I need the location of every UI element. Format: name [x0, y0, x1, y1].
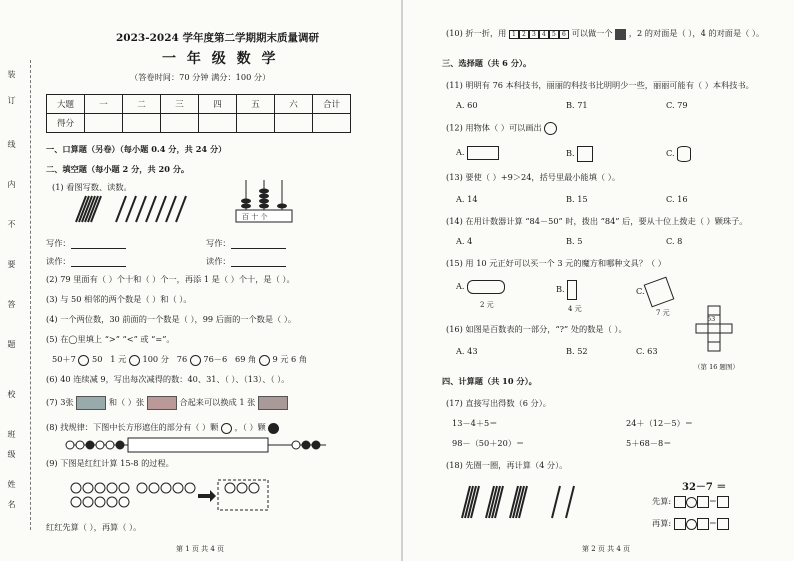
- first-step-row: 先算: ＝: [652, 496, 729, 508]
- binding-line: [30, 60, 31, 530]
- read-label: 读作：: [206, 256, 286, 267]
- write-label: 写作：: [46, 238, 126, 249]
- subject-title: 一 年 级 数 学: [162, 51, 279, 67]
- compare-circle[interactable]: [259, 355, 270, 366]
- sticks-bundle-icon: [462, 484, 642, 520]
- margin-char: 订: [7, 96, 16, 104]
- score-header: 三: [161, 95, 199, 114]
- pen-icon: [567, 280, 577, 300]
- compare-circle[interactable]: [78, 355, 89, 366]
- banknote-icon: [258, 396, 288, 410]
- score-header: 合计: [313, 95, 351, 114]
- price: 2 元: [480, 301, 494, 309]
- section-1-heading: 一、口算题（另卷）（每小题 0.4 分，共 24 分）: [46, 144, 227, 154]
- answer-box[interactable]: [697, 518, 709, 530]
- write-label: 写作：: [206, 238, 286, 249]
- banknote-icon: [76, 396, 106, 410]
- margin-char: 线: [7, 140, 16, 148]
- question-10: (10) 折一折，用 1 2 3 4 5 6 可以做一个 ，2 的对面是（ ），4 的对面是（ ）。: [446, 28, 765, 38]
- margin-char: 装: [7, 70, 16, 78]
- cube-icon: [615, 29, 626, 40]
- answer-box[interactable]: [674, 518, 686, 530]
- page-footer-right: 第 2 页 共 4 页: [582, 545, 631, 553]
- cube-outline-icon: [577, 146, 593, 162]
- cube-net-icon: 1 2 3 4 5 6: [509, 30, 569, 39]
- score-header: 六: [275, 95, 313, 114]
- price: 4 元: [568, 305, 582, 313]
- calc-expression: 32－7 ＝: [682, 482, 727, 493]
- question-14: (14) 在用计数器计算 “84－50” 时，拨出 “84” 后，要从十位上拨走（ ）颗珠子。: [446, 216, 748, 226]
- question-11: (11) 明明有 76 本科技书，丽丽的科技书比明明少一些，丽丽可能有（ ）本科技书。: [446, 80, 754, 90]
- option[interactable]: C.: [636, 280, 671, 304]
- banknote-icon: [147, 396, 177, 410]
- white-bead-icon: [221, 423, 232, 434]
- question-15: (15) 用 10 元正好可以买一个 3 元的魔方和哪种文具？（ ）: [446, 258, 666, 268]
- abacus-labels: 百 十 个: [242, 213, 268, 221]
- counting-circles: [70, 480, 270, 516]
- calc-item[interactable]: 24＋（12－5）＝: [626, 418, 693, 428]
- page-footer-left: 第 1 页 共 4 页: [176, 545, 225, 553]
- margin-char: 题: [7, 340, 16, 348]
- circle-shape-icon: [544, 122, 557, 135]
- option[interactable]: C. 63: [636, 346, 658, 356]
- answer-box[interactable]: [674, 496, 686, 508]
- answer-box[interactable]: [717, 518, 729, 530]
- answer-box[interactable]: [697, 496, 709, 508]
- chart-number: 53: [707, 315, 716, 323]
- cuboid-icon: [467, 146, 499, 160]
- margin-char: 级: [7, 450, 16, 458]
- margin-char: 校: [7, 390, 16, 398]
- question-18: (18) 先圈一圈，再计算（4 分）。: [446, 460, 568, 470]
- calc-item[interactable]: 13－4＋5＝: [452, 418, 498, 428]
- question-4: (4) 一个两位数，30 前面的一个数是（ ），99 后面的一个数是（ ）。: [46, 314, 297, 324]
- score-cell[interactable]: [85, 114, 123, 133]
- compare-circle[interactable]: [129, 355, 140, 366]
- option[interactable]: C. 8: [666, 236, 683, 246]
- score-header: 四: [199, 95, 237, 114]
- option[interactable]: C.: [666, 146, 691, 162]
- option[interactable]: A. 60: [456, 100, 478, 110]
- option[interactable]: B. 15: [566, 194, 588, 204]
- sticks-bundle-icon: [76, 194, 216, 224]
- option[interactable]: B. 71: [566, 100, 588, 110]
- option[interactable]: B. 5: [566, 236, 583, 246]
- question-2: (2) 79 里面有（ ）个十和（ ）个一，再添 1 是（ ）个十，是（ ）。: [46, 274, 295, 284]
- answer-line[interactable]: [71, 240, 126, 249]
- score-cell[interactable]: [199, 114, 237, 133]
- question-9-answer: 红红先算（ ），再算（ ）。: [46, 522, 142, 532]
- question-9: (9) 下图是红红计算 15-8 的过程。: [46, 458, 174, 468]
- answer-line[interactable]: [71, 258, 126, 267]
- section-4-heading: 四、计算题（共 10 分）。: [442, 376, 537, 386]
- question-3: (3) 与 50 相邻的两个数是（ ）和（ ）。: [46, 294, 192, 304]
- option[interactable]: C. 79: [666, 100, 688, 110]
- margin-char: 不: [7, 220, 16, 228]
- compare-circle[interactable]: [190, 355, 201, 366]
- score-header: 五: [237, 95, 275, 114]
- score-cell[interactable]: [275, 114, 313, 133]
- score-row-label: 得分: [47, 114, 85, 133]
- option[interactable]: B. 52: [566, 346, 588, 356]
- margin-char: 班: [7, 430, 16, 438]
- section-3-heading: 三、选择题（共 6 分）。: [442, 58, 532, 68]
- option[interactable]: C. 16: [666, 194, 688, 204]
- calc-item[interactable]: 98－（50＋20）＝: [452, 438, 525, 448]
- bead-pattern: [66, 438, 326, 452]
- score-cell[interactable]: [237, 114, 275, 133]
- pencil-case-icon: [467, 280, 505, 294]
- answer-box[interactable]: [717, 496, 729, 508]
- question-5: (5) 在◯里填上 “>” “<” 或 “=”。: [46, 334, 175, 344]
- score-cell[interactable]: [123, 114, 161, 133]
- black-bead-icon: [268, 423, 279, 434]
- question-1: (1) 看图写数、读数。: [52, 182, 132, 192]
- margin-char: 要: [7, 260, 16, 268]
- score-header: 大题: [47, 95, 85, 114]
- operator-circle[interactable]: [686, 497, 697, 508]
- question-8: (8) 找规律：下图中长方形遮住的部分有（ ）颗 ，（ ）颗: [46, 422, 279, 434]
- option[interactable]: A. 4: [456, 236, 473, 246]
- answer-line[interactable]: [231, 258, 286, 267]
- score-header: 一: [85, 95, 123, 114]
- margin-char: 内: [7, 180, 16, 188]
- margin-char: 答: [7, 300, 16, 308]
- option[interactable]: A. 43: [456, 346, 478, 356]
- price: 7 元: [656, 309, 670, 317]
- question-7: (7) 3张 和（ ）张 合起来可以换成 1 张: [46, 396, 288, 410]
- question-17: (17) 直接写出得数（6 分）。: [446, 398, 551, 408]
- read-label: 读作：: [46, 256, 126, 267]
- option[interactable]: B.: [566, 146, 593, 162]
- compare-row: 50＋7 50 1 元 100 分 76 76－6 69 角 9 元 6 角: [52, 354, 308, 364]
- figure-caption: （第 16 题图）: [694, 363, 739, 371]
- score-table: [46, 94, 351, 133]
- operator-circle[interactable]: [686, 519, 697, 530]
- then-step-row: 再算: ＝: [652, 518, 729, 530]
- calc-item[interactable]: 5＋68－8＝: [626, 438, 672, 448]
- question-13: (13) 要使（ ）+9＞24，括号里最小能填（ ）。: [446, 172, 621, 182]
- option[interactable]: A.: [456, 146, 499, 160]
- question-16: (16) 如图是百数表的一部分，“?” 处的数是（ ）。: [446, 324, 627, 334]
- margin-char: 姓: [7, 480, 16, 488]
- margin-char: 名: [7, 500, 16, 508]
- option[interactable]: A.: [456, 280, 505, 294]
- cylinder-icon: [677, 146, 691, 162]
- question-6: (6) 40 连续减 9，写出每次减得的数：40、31、（ ）、（13）、（ ）。: [46, 374, 290, 384]
- calculator-icon: [644, 277, 675, 308]
- hundred-chart-fragment: [696, 306, 736, 356]
- score-cell[interactable]: [313, 114, 351, 133]
- answer-line[interactable]: [231, 240, 286, 249]
- exam-title: 2023-2024 学年度第二学期期末质量调研: [116, 32, 319, 44]
- question-12: (12) 用物体（ ）可以画出: [446, 122, 557, 135]
- score-header: 二: [123, 95, 161, 114]
- option[interactable]: B.: [556, 280, 577, 300]
- page-divider: [401, 0, 403, 561]
- exam-info: （答卷时间：70 分钟 满分：100 分）: [130, 72, 271, 82]
- option[interactable]: A. 14: [456, 194, 478, 204]
- score-cell[interactable]: [161, 114, 199, 133]
- binding-margin: [4, 70, 26, 520]
- section-2-heading: 二、填空题（每小题 2 分，共 20 分。: [46, 164, 190, 174]
